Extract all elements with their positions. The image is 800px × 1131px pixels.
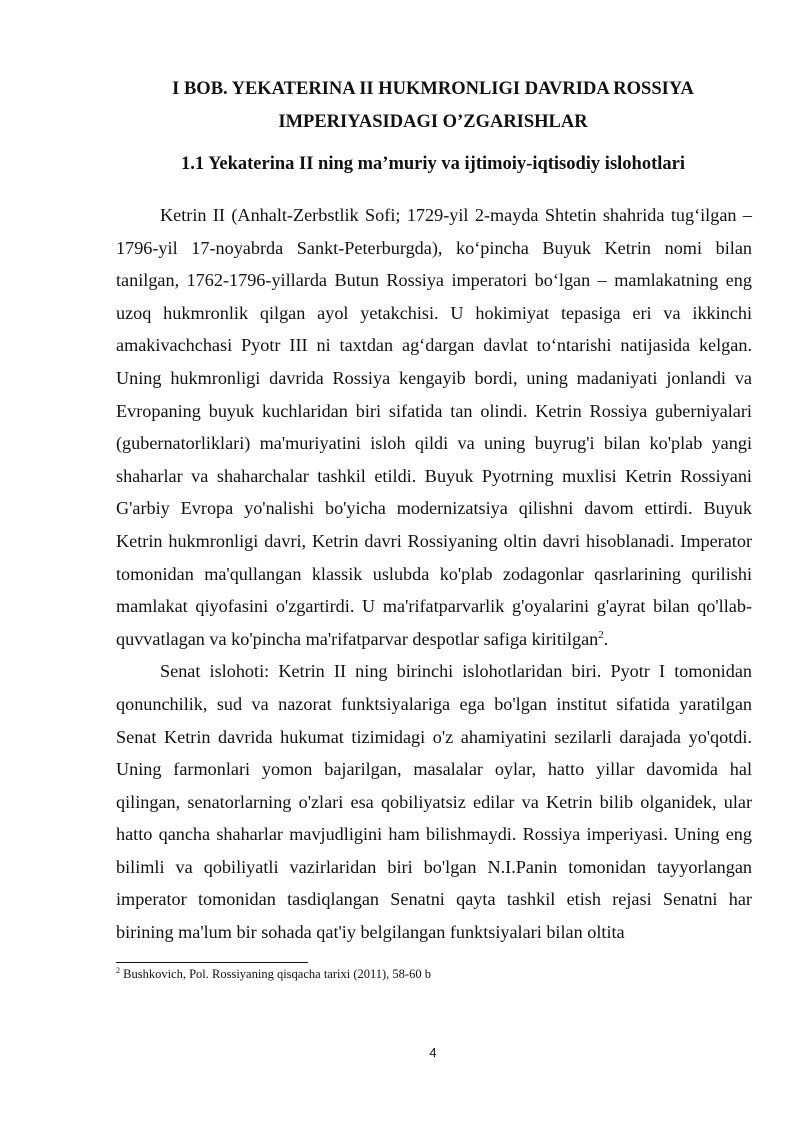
chapter-title-line2: IMPERIYASIDAGI O’ZGARISHLAR (278, 112, 588, 132)
paragraph-text: Ketrin II (Anhalt-Zerbstlik Sofi; 1729-yil 2-mayda Shtetin shahrida tug‘ilgan – 1796-yil 17-noyabrda Sankt-Peterburgda), ko‘pincha Buyuk Ketrin nomi bilan tanilgan, 1762-1796-yillarda Butun Rossiya imperatori bo‘lgan – mamlakatning eng uzoq hukmronlik qilgan ayol yetakchisi. U hokimiyat tepasiga eri va ikkinchi amakivachchasi Pyotr III ni taxtdan ag‘dargan davlat to‘ntarishi natijasida kelgan. Uning hukmronligi davrida Rossiya kengayib bordi, uning madaniyati jonlandi va Evropaning buyuk kuchlaridan biri sifatida tan olindi. Ketrin Rossiya guberniyalari (gubernatorliklari) ma'muriyatini isloh qildi va uning buyrug'i bilan ko'plab yangi shaharlar va shaharchalar tashkil etildi. Buyuk Pyotrning muxlisi Ketrin Rossiyani G'arbiy Evropa yo'nalishi bo'yicha modernizatsiya qilishni davom ettirdi. Buyuk Ketrin hukmronligi davri, Ketrin davri Rossiyaning oltin davri hisoblanadi. Imperator tomonidan ma'qullangan klassik uslubda ko'plab zodagonlar qasrlarining qurilishi mamlakat qiyofasini o'zgartirdi. U ma'rifatparvarlik g'oyalarini g'ayrat bilan qo'llab-quvvatlagan va ko'pincha ma'rifatparvar despotlar safiga kiritilgan (116, 205, 752, 649)
paragraph: Senat islohoti: Ketrin II ning birinchi islohotlaridan biri. Pyotr I tomonidan qonunchilik, sud va nazorat funktsiyalariga ega bo'lgan institut sifatida yaratilgan Senat Ketrin davrida hukumat tizimidagi o'z ahamiyatini sezilarli darajada yo'qotdi. Uning farmonlari yomon bajarilgan, masalalar oylar, hatto yillar davomida hal qilingan, senatorlarning o'zlari esa qobiliyatsiz edilar va Ketrin bilib olganidek, ular hatto qancha shaharlar mavjudligini ham bilishmaydi. Rossiya imperiyasi. Uning eng bilimli va qobiliyatli vazirlaridan biri bo'lgan N.I.Panin tomonidan tayyorlangan imperator tomonidan tasdiqlangan Senatni qayta tashkil etish rejasi Senatni har birining ma'lum bir sohada qat'iy belgilangan funktsiyalari bilan oltita (116, 661, 752, 943)
page-number: 4 (429, 1045, 437, 1060)
footnote-number: 2 (116, 965, 120, 975)
body-text (116, 199, 752, 949)
paragraph (116, 199, 752, 655)
footnote (116, 966, 752, 982)
chapter-title-line1: I BOB. YEKATERINA II HUKMRONLIGI DAVRIDA ROSSIYA (172, 79, 694, 99)
section-title: 1.1 Yekaterina II ning ma’muriy va ijtimoiy-iqtisodiy islohotlari (181, 154, 685, 174)
paragraph-end: . (603, 628, 609, 649)
chapter-title (100, 73, 766, 139)
footnote-reference[interactable]: 2 (598, 628, 604, 641)
footnote-text: Bushkovich, Pol. Rossiyaning qisqacha tarixi (2011), 58-60 b (120, 967, 431, 981)
footnote-divider (116, 962, 308, 963)
